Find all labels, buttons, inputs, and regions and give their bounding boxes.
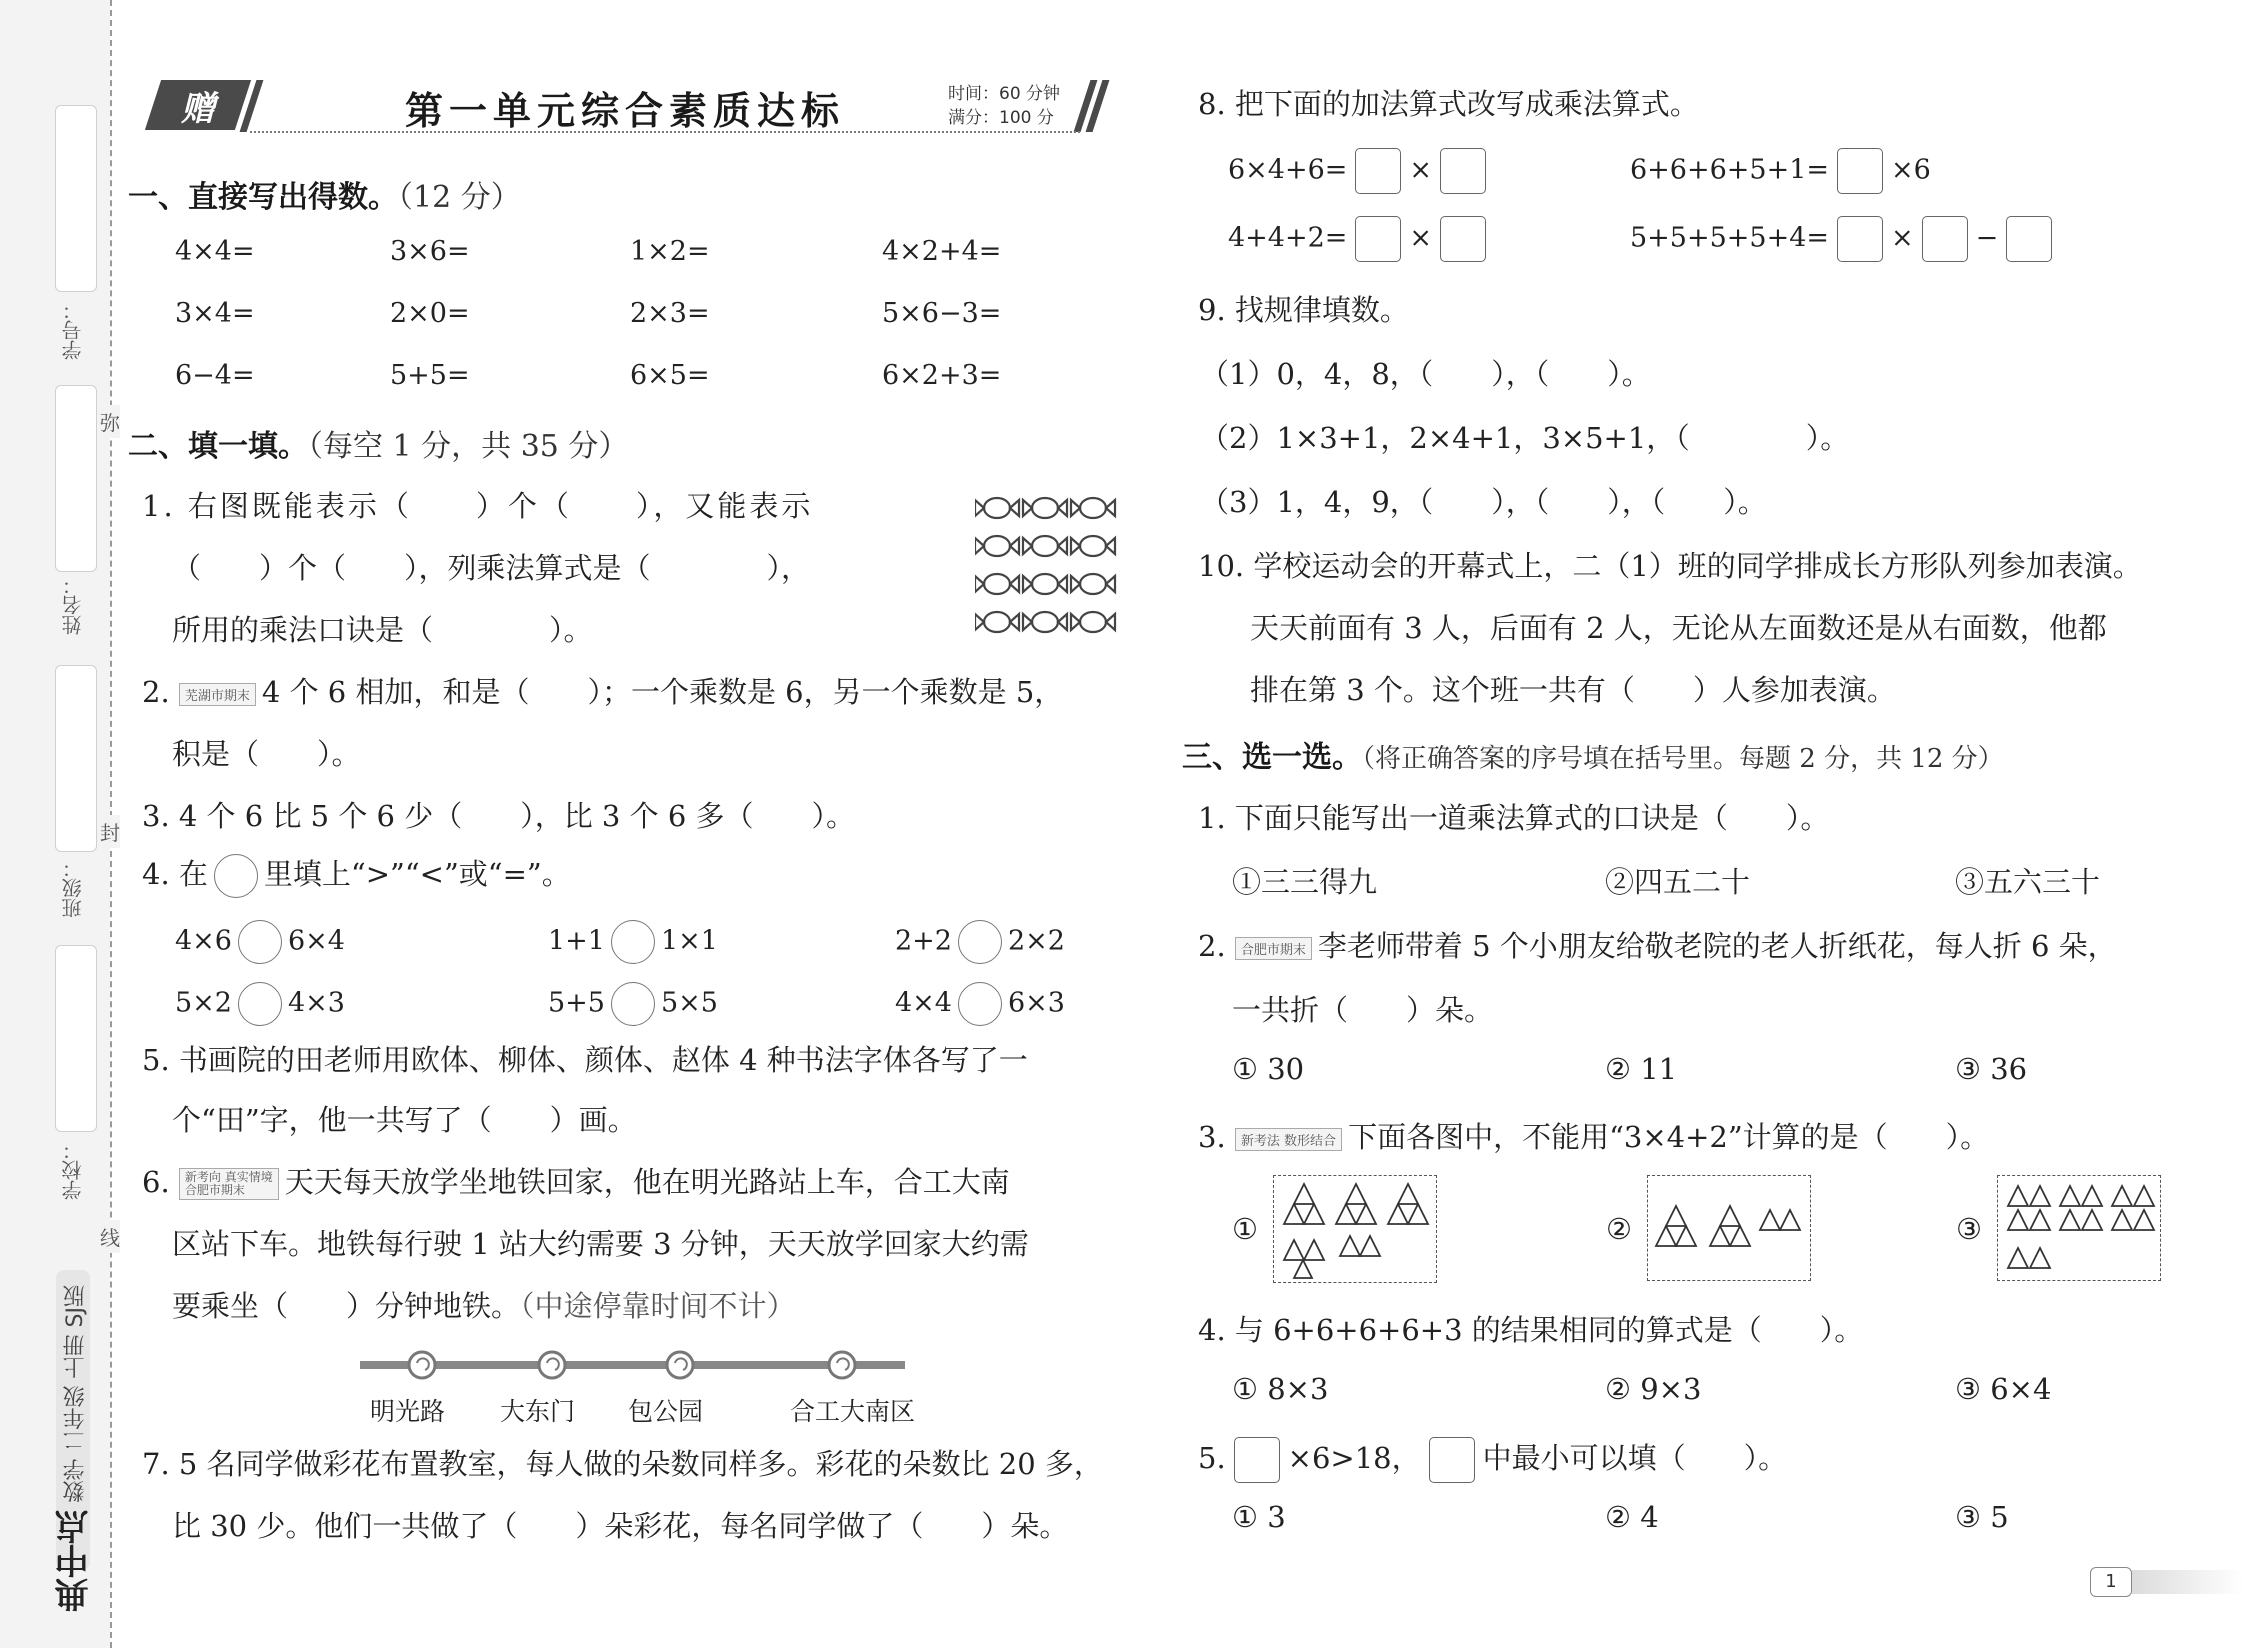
c2-number: 2. — [1198, 929, 1226, 963]
triangles-figure-2 — [1648, 1176, 1810, 1280]
triangle-shape — [1398, 1184, 1418, 1204]
brand-logo: 典中点 — [55, 1510, 95, 1612]
c5-text-a: ×6>18， — [1287, 1441, 1421, 1475]
triangle-shape — [1676, 1226, 1696, 1246]
q8-heading: 8. 把下面的加法算式改写成乘法算式。 — [1198, 87, 1699, 121]
option-item[interactable]: ②四五二十 — [1605, 865, 1751, 899]
triangle-shape — [1284, 1204, 1304, 1224]
q2-6-number: 6. — [142, 1165, 170, 1199]
triangle-shape — [2112, 1186, 2132, 1206]
q2-5-line1: 5. 书画院的田老师用欧体、柳体、颜体、赵体 4 种书法字体各写了一 — [142, 1043, 1028, 1077]
triangle-shape — [2008, 1210, 2028, 1230]
c2-line1 — [1198, 924, 2117, 965]
option-item[interactable]: ③ 5 — [1955, 1500, 2009, 1534]
candy-icon — [975, 536, 1019, 556]
option-item[interactable]: ② 4 — [1605, 1500, 1659, 1534]
candy-icon — [1071, 574, 1115, 594]
option-item[interactable]: ①三三得九 — [1232, 865, 1378, 899]
section2-points: （每空 1 分，共 35 分） — [308, 429, 629, 464]
c2-source-tag: 合肥市期末 — [1235, 937, 1312, 960]
triangles-figure-1 — [1274, 1176, 1436, 1282]
q8-a-box1[interactable] — [1355, 148, 1401, 194]
triangle-shape — [1408, 1204, 1428, 1224]
sample-circle — [214, 854, 258, 898]
candy-icon — [975, 498, 1019, 518]
triangle-shape — [2082, 1210, 2102, 1230]
candy-icon — [1023, 612, 1067, 632]
triangle-shape — [2134, 1210, 2154, 1230]
full-score: 满分：100 分 — [948, 108, 1054, 128]
q2-6-text3: 要乘坐（ ）分钟地铁。 — [172, 1289, 521, 1323]
candy-icon — [1023, 536, 1067, 556]
section3-points: （将正确答案的序号填在括号里。每题 2 分，共 12 分） — [1362, 744, 2004, 774]
q8-a — [1228, 148, 1494, 194]
q8-b-tail: ×6 — [1891, 154, 1931, 186]
option-item[interactable]: ③ 36 — [1955, 1052, 2028, 1086]
triangle-shape — [1666, 1206, 1686, 1226]
student-id-box[interactable] — [55, 105, 97, 292]
compare-item — [175, 920, 345, 964]
triangle-shape — [2134, 1186, 2154, 1206]
section2-title: 二、填一填。 — [128, 429, 308, 464]
class-label: 班级： — [61, 858, 85, 918]
c3-tag-b: 数形结合 — [1284, 1133, 1337, 1149]
triangle-shape — [2060, 1210, 2080, 1230]
q8-d — [1630, 216, 2060, 262]
option-item[interactable]: ① 8×3 — [1232, 1372, 1329, 1406]
q9-1: （1）0，4，8，（ ），（ ）。 — [1200, 357, 1651, 391]
triangle-shape — [2082, 1186, 2102, 1206]
calc-item: 2×3= — [630, 298, 710, 329]
triangle-shape — [1284, 1240, 1304, 1260]
compare-item — [548, 920, 718, 964]
compare-item — [175, 982, 345, 1026]
compare-right: 5×5 — [660, 987, 718, 1019]
calc-item: 6−4= — [175, 360, 255, 391]
station-label: 包公园 — [628, 1397, 704, 1426]
c3-label-2: ② — [1606, 1212, 1632, 1246]
compare-circle[interactable] — [611, 982, 655, 1026]
q2-2-source-tag: 芜湖市期末 — [179, 683, 256, 706]
calc-item: 4×4= — [175, 236, 255, 267]
c5-box-1[interactable] — [1234, 1437, 1280, 1483]
compare-circle[interactable] — [958, 982, 1002, 1026]
compare-left: 5+5 — [548, 987, 605, 1019]
times-sign: × — [1409, 154, 1433, 186]
edition-label: 数学 二年级 上册 SJ版 — [63, 1285, 88, 1503]
c2-text: 李老师带着 5 个小朋友给敬老院的老人折纸花，每人折 6 朵， — [1317, 929, 2117, 963]
q2-1-line3: 所用的乘法口诀是（ ）。 — [172, 613, 593, 647]
candy-icon — [1071, 612, 1115, 632]
gift-badge — [145, 80, 251, 130]
option-item[interactable]: ③五六三十 — [1955, 865, 2101, 899]
triangle-shape — [1388, 1204, 1408, 1224]
q9-2: （2）1×3+1，2×4+1，3×5+1，（ ）。 — [1200, 421, 1850, 455]
school-box[interactable] — [55, 945, 97, 1132]
c3-number: 3. — [1198, 1120, 1226, 1154]
triangle-shape — [1760, 1210, 1780, 1230]
school-label: 学校： — [61, 1140, 85, 1200]
cut-char-3: 线 — [100, 1220, 120, 1253]
triangle-shape — [1336, 1204, 1356, 1224]
times-sign: × — [1409, 222, 1433, 254]
triangle-shape — [1356, 1204, 1376, 1224]
calc-item: 6×2+3= — [882, 360, 1002, 391]
compare-circle[interactable] — [238, 920, 282, 964]
triangle-shape — [1294, 1184, 1314, 1204]
compare-left: 5×2 — [175, 987, 232, 1019]
q8-d-expr: 5+5+5+5+4= — [1630, 222, 1830, 254]
q2-6-line3 — [172, 1284, 796, 1325]
minus-sign: − — [1975, 222, 1999, 254]
option-item[interactable]: ③ 6×4 — [1955, 1372, 2052, 1406]
compare-left: 4×6 — [175, 925, 232, 957]
triangle-shape — [1656, 1226, 1676, 1246]
compare-item — [548, 982, 718, 1026]
c3-line — [1198, 1115, 1989, 1156]
q8-d-box1[interactable] — [1837, 216, 1883, 262]
q8-d-box3[interactable] — [2006, 216, 2052, 262]
triangle-shape — [1294, 1260, 1312, 1278]
compare-right: 2×2 — [1007, 925, 1065, 957]
triangle-shape — [2060, 1186, 2080, 1206]
c5-box-2[interactable] — [1429, 1437, 1475, 1483]
student-id-label: 学号： — [61, 300, 85, 360]
triangle-shape — [1340, 1236, 1360, 1256]
cut-char-1: 弥 — [100, 405, 120, 438]
q8-c-box2[interactable] — [1440, 216, 1486, 262]
option-item[interactable]: ② 9×3 — [1605, 1372, 1702, 1406]
triangle-shape — [1304, 1204, 1324, 1224]
name-label: 姓名： — [61, 575, 85, 635]
q2-3: 3. 4 个 6 比 5 个 6 少（ ），比 3 个 6 多（ ）。 — [142, 799, 855, 833]
station-label: 合工大南区 — [790, 1397, 916, 1426]
station-label: 大东门 — [500, 1397, 576, 1426]
q2-6-line1 — [142, 1160, 1010, 1201]
q2-2-line2: 积是（ ）。 — [172, 737, 361, 771]
compare-right: 4×3 — [287, 987, 345, 1019]
page-title: 第一单元综合素质达标 — [405, 89, 846, 133]
q2-1-line1: 1. 右图既能表示（ ）个（ ），又能表示 — [142, 489, 814, 523]
option-item[interactable]: ② 11 — [1605, 1052, 1678, 1086]
q2-7-line1: 7. 5 名同学做彩花布置教室，每人做的朵数同样多。彩花的朵数比 20 多， — [142, 1447, 1103, 1481]
q8-a-box2[interactable] — [1440, 148, 1486, 194]
compare-right: 1×1 — [660, 925, 718, 957]
c3-label-3: ③ — [1956, 1212, 1982, 1246]
calc-item: 4×2+4= — [882, 236, 1002, 267]
section3-heading — [1182, 732, 2004, 776]
q2-6-text: 天天每天放学坐地铁回家，他在明光路站上车，合工大南 — [284, 1165, 1010, 1199]
triangle-shape — [1710, 1226, 1730, 1246]
section1-points: （12 分） — [398, 180, 521, 215]
calc-item: 6×5= — [630, 360, 710, 391]
q8-a-expr: 6×4+6= — [1228, 154, 1348, 186]
section1-title: 一、直接写出得数。 — [128, 180, 398, 215]
c3-label-1: ① — [1232, 1212, 1258, 1246]
c4-question: 4. 与 6+6+6+6+3 的结果相同的算式是（ ）。 — [1198, 1313, 1864, 1347]
triangle-shape — [2030, 1210, 2050, 1230]
q8-d-box2[interactable] — [1922, 216, 1968, 262]
calc-item: 5×6−3= — [882, 298, 1002, 329]
compare-circle[interactable] — [238, 982, 282, 1026]
triangle-shape — [2030, 1186, 2050, 1206]
q2-1-line2: （ ）个（ ），列乘法算式是（ ）， — [172, 551, 811, 585]
q2-6-note: （中途停靠时间不计） — [520, 1289, 796, 1323]
time-limit: 时间：60 分钟 — [948, 84, 1061, 104]
c5-text-b: 中最小可以填（ ）。 — [1482, 1441, 1788, 1475]
gift-badge-text: 赠 — [181, 88, 215, 129]
q2-4-post: 里填上“>”“<”或“=”。 — [263, 857, 571, 891]
q2-6-tag-b: 合肥市期末 — [184, 1183, 245, 1197]
station-dot — [539, 1352, 565, 1378]
q10-line1: 10. 学校运动会的开幕式上，二（1）班的同学排成长方形队列参加表演。 — [1198, 549, 2142, 583]
candy-icon — [1023, 574, 1067, 594]
q2-4-instruction — [142, 852, 571, 898]
calc-item: 3×4= — [175, 298, 255, 329]
station-label: 明光路 — [370, 1397, 446, 1426]
c5-question — [1198, 1436, 1787, 1483]
class-box[interactable] — [55, 665, 97, 852]
q10-line3: 排在第 3 个。这个班一共有（ ）人参加表演。 — [1250, 673, 1896, 707]
compare-left: 2+2 — [895, 925, 952, 957]
q2-6-tags — [179, 1168, 279, 1200]
q8-b-box1[interactable] — [1837, 148, 1883, 194]
triangle-shape — [2008, 1248, 2028, 1268]
candy-picture — [975, 488, 1125, 648]
q10-line2: 天天前面有 3 人，后面有 2 人，无论从左面数还是从右面数，他都 — [1250, 611, 2107, 645]
triangle-shape — [1780, 1210, 1800, 1230]
q2-4-pre: 4. 在 — [142, 857, 208, 891]
triangle-shape — [2030, 1248, 2050, 1268]
triangle-shape — [1346, 1184, 1366, 1204]
q8-c — [1228, 216, 1494, 262]
q2-6-tag-a: 新考向 真实情境 — [184, 1170, 273, 1184]
candy-icon — [975, 574, 1019, 594]
triangle-shape — [2008, 1186, 2028, 1206]
section2-heading — [128, 421, 628, 465]
compare-circle[interactable] — [611, 920, 655, 964]
candy-icon — [1071, 536, 1115, 556]
candy-icon — [975, 612, 1019, 632]
option-item[interactable]: ① 3 — [1232, 1500, 1286, 1534]
page-number-bar — [2132, 1570, 2244, 1594]
cut-char-2: 封 — [100, 815, 120, 848]
times-sign: × — [1891, 222, 1914, 254]
q2-5-line2: 个“田”字，他一共写了（ ）画。 — [172, 1103, 637, 1137]
candy-icon — [1023, 498, 1067, 518]
c1-question: 1. 下面只能写出一道乘法算式的口诀是（ ）。 — [1198, 801, 1830, 835]
header-divider — [250, 131, 1080, 133]
compare-item — [895, 920, 1065, 964]
compare-right: 6×4 — [287, 925, 345, 957]
compare-left: 1+1 — [548, 925, 605, 957]
station-dot — [829, 1352, 855, 1378]
calc-item: 1×2= — [630, 236, 710, 267]
subway-line-diagram — [355, 1340, 915, 1390]
triangle-shape — [1730, 1226, 1750, 1246]
c3-figure-3[interactable] — [1997, 1175, 2161, 1281]
c2-line2: 一共折（ ）朵。 — [1232, 993, 1494, 1027]
triangle-shape — [1720, 1206, 1740, 1226]
triangle-shape — [1304, 1240, 1324, 1260]
triangle-shape — [2112, 1210, 2132, 1230]
c3-tags — [1235, 1128, 1342, 1151]
q8-b — [1630, 148, 1931, 194]
option-item[interactable]: ① 30 — [1232, 1052, 1305, 1086]
c3-figure-2[interactable] — [1647, 1175, 1811, 1281]
exam-info — [948, 82, 1060, 130]
compare-right: 6×3 — [1007, 987, 1065, 1019]
calc-item: 2×0= — [390, 298, 470, 329]
compare-item — [895, 982, 1065, 1026]
q8-c-box1[interactable] — [1355, 216, 1401, 262]
q9-3: （3）1，4，9，（ ），（ ），（ ）。 — [1200, 485, 1767, 519]
compare-circle[interactable] — [958, 920, 1002, 964]
calc-item: 3×6= — [390, 236, 470, 267]
q8-c-expr: 4+4+2= — [1228, 222, 1348, 254]
q2-2-line1 — [142, 670, 1063, 711]
c3-figure-1[interactable] — [1273, 1175, 1437, 1283]
c3-text: 下面各图中，不能用“3×4+2”计算的是（ ）。 — [1348, 1120, 1990, 1154]
section1-heading — [128, 172, 521, 216]
q2-6-line2: 区站下车。地铁每行驶 1 站大约需要 3 分钟，天天放学回家大约需 — [172, 1227, 1029, 1261]
calc-item: 5+5= — [390, 360, 470, 391]
section3-title: 三、选一选。 — [1182, 740, 1362, 775]
name-box[interactable] — [55, 385, 97, 572]
compare-left: 4×4 — [895, 987, 952, 1019]
q9-heading: 9. 找规律填数。 — [1198, 293, 1409, 327]
page-number: 1 — [2090, 1567, 2132, 1597]
triangle-shape — [1360, 1236, 1380, 1256]
q2-2-text: 4 个 6 相加，和是（ ）；一个乘数是 6，另一个乘数是 5， — [261, 675, 1064, 709]
c5-number: 5. — [1198, 1441, 1226, 1475]
q2-7-line2: 比 30 少。他们一共做了（ ）朵彩花，每名同学做了（ ）朵。 — [172, 1509, 1069, 1543]
c3-tag-a: 新考法 — [1240, 1133, 1280, 1149]
triangles-figure-3 — [1998, 1176, 2160, 1280]
candy-icon — [1071, 498, 1115, 518]
station-dot — [409, 1352, 435, 1378]
q2-2-number: 2. — [142, 675, 170, 709]
station-dot — [667, 1352, 693, 1378]
q8-b-expr: 6+6+6+5+1= — [1630, 154, 1830, 186]
